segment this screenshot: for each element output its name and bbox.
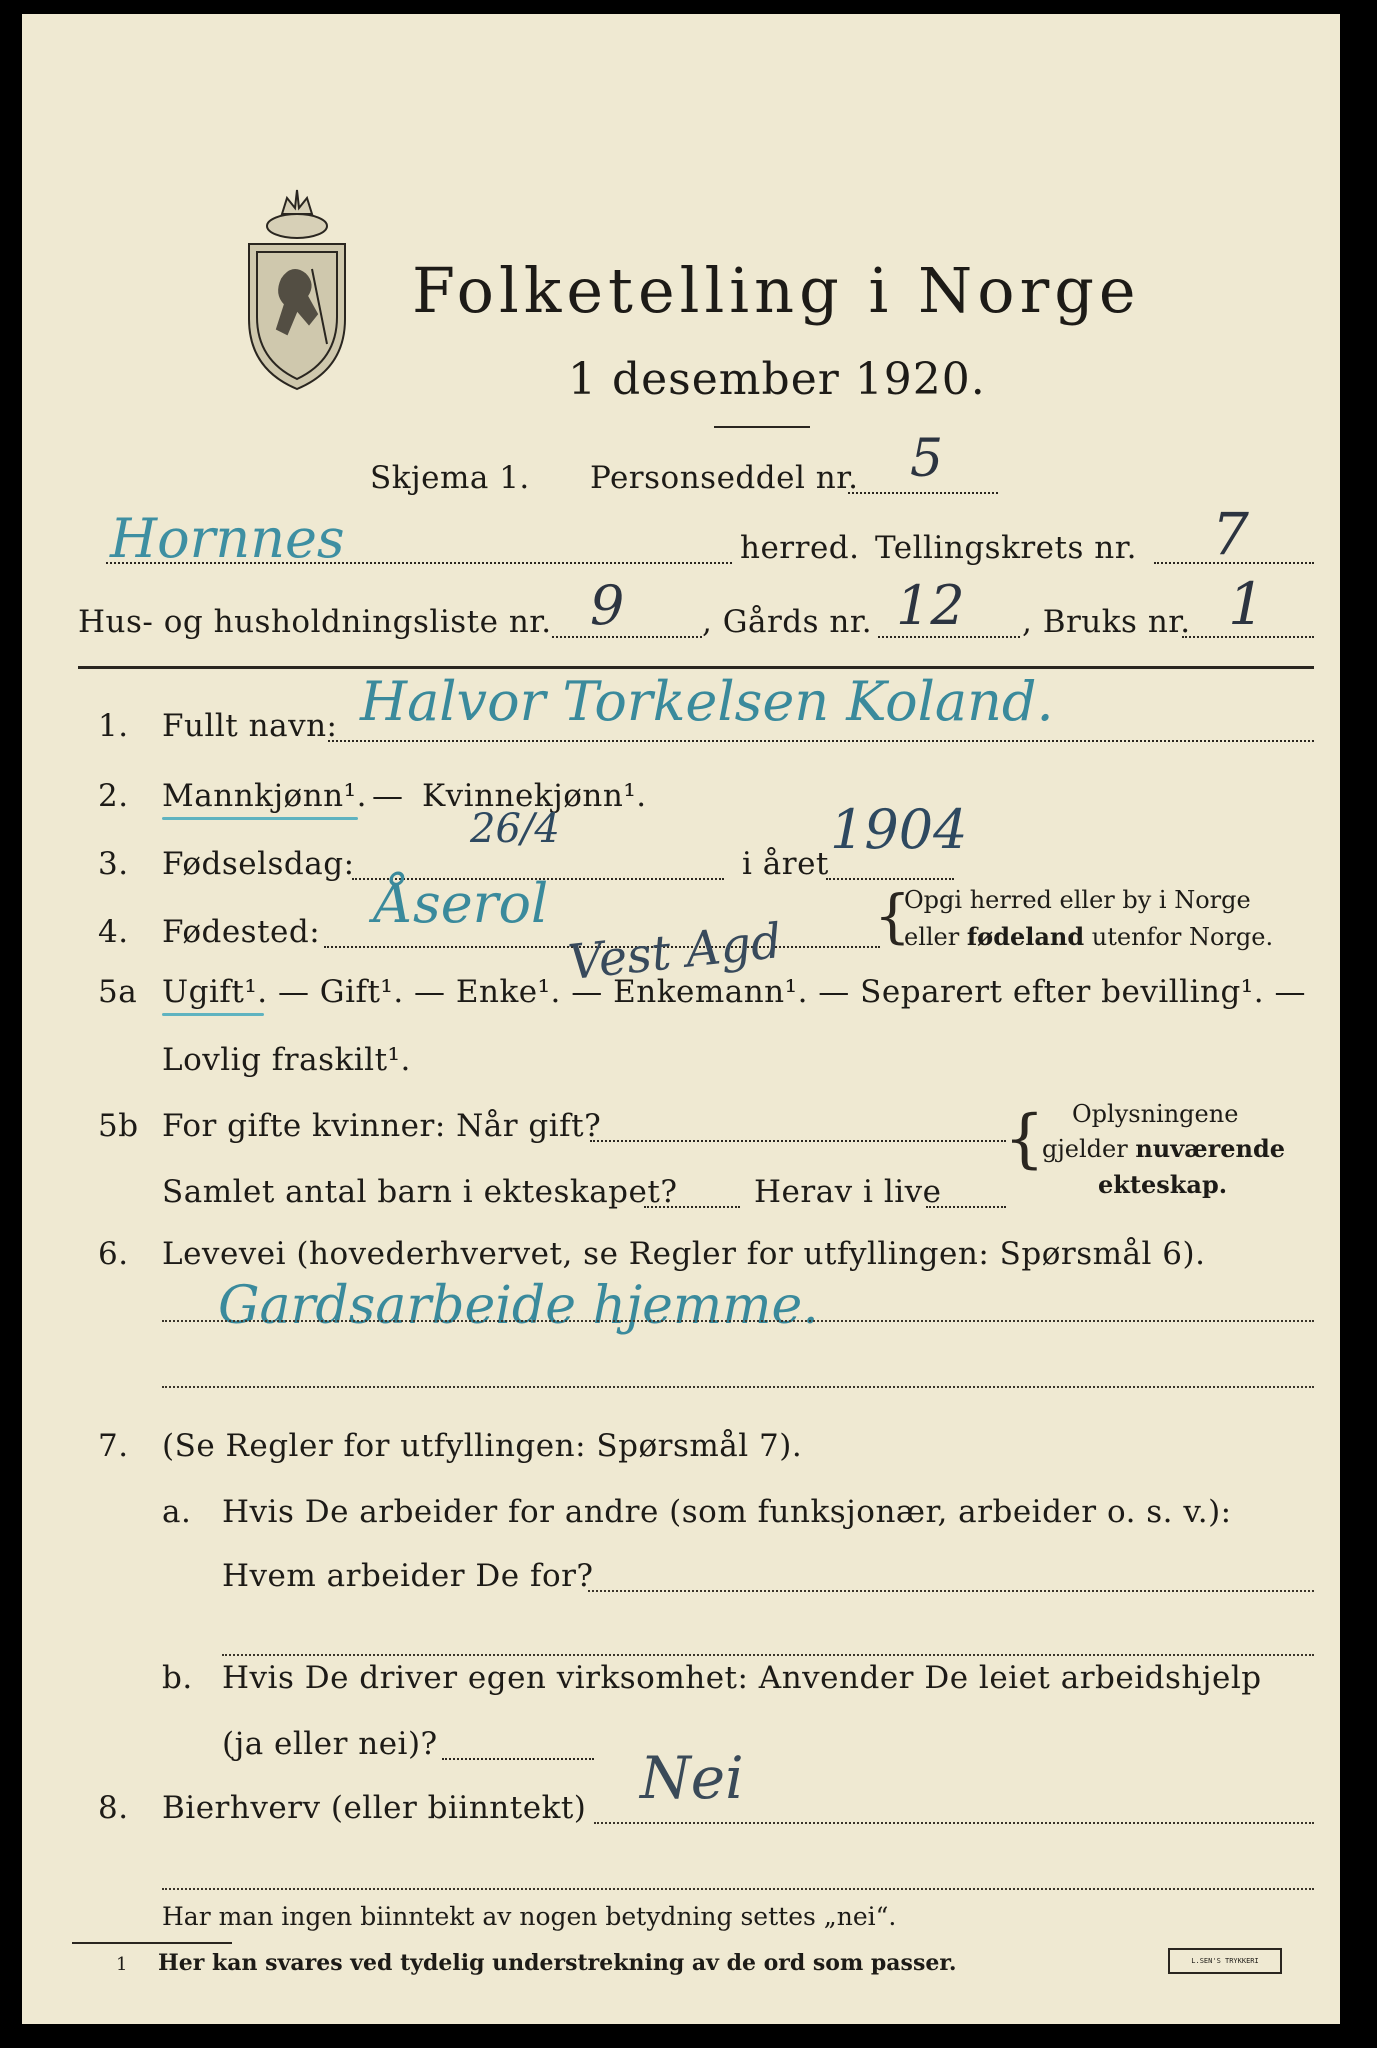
q7b-number: b. [162, 1660, 193, 1696]
footnote-mark: 1 [116, 1954, 128, 1975]
tellingskrets-label: Tellingskrets nr. [875, 530, 1137, 566]
q6-label: Levevei (hovederhvervet, se Regler for utfyllingen: Spørsmål 6). [162, 1236, 1206, 1272]
census-form-sheet [22, 14, 1340, 2024]
q3-day-value: 26/4 [470, 806, 560, 852]
q5b-note-brace: { [1004, 1102, 1045, 1176]
bruks-label: , Bruks nr. [1022, 604, 1191, 640]
q7b-line1: Hvis De driver egen virksomhet: Anvender De leiet arbeidshjelp [222, 1660, 1262, 1696]
q5a-number: 5a [98, 974, 138, 1010]
q7-label: (Se Regler for utfyllingen: Spørsmål 7). [162, 1428, 803, 1464]
q2-female-option[interactable]: Kvinnekjønn¹. [422, 778, 647, 814]
q7a-number: a. [162, 1494, 192, 1530]
printer-stamp: L.SEN'S TRYKKERI [1168, 1948, 1282, 1974]
census-date: 1 desember 1920. [568, 354, 986, 405]
q7a-line1: Hvis De arbeider for andre (som funksjonær, arbeider o. s. v.): [222, 1494, 1232, 1530]
personseddel-label: Personseddel nr. [590, 460, 859, 496]
coat-of-arms-icon [237, 184, 357, 394]
q4-label: Fødested: [162, 914, 321, 950]
q5a-options[interactable]: Ugift¹. — Gift¹. — Enke¹. — Enkemann¹. — Separert efter bevilling¹. — [162, 974, 1306, 1010]
q3-label: Fødselsdag: [162, 846, 355, 882]
q1-field [328, 740, 1314, 742]
q2-male-option[interactable]: Mannkjønn¹. [162, 778, 367, 814]
herred-field [106, 562, 732, 564]
q4-number: 4. [98, 914, 129, 950]
personseddel-value: 5 [910, 429, 944, 489]
q5b-alive-label: Herav i live [754, 1174, 942, 1210]
hus-field [552, 636, 702, 638]
footnote-text: Her kan svares ved tydelig understrekning av de ord som passer. [158, 1950, 957, 1976]
q6-number: 6. [98, 1236, 129, 1272]
q8-number: 8. [98, 1790, 129, 1826]
herred-label: herred. [740, 530, 860, 566]
personseddel-field [848, 492, 998, 494]
q7b-line2: (ja eller nei)? [222, 1726, 438, 1762]
q8-field-line1 [594, 1822, 1314, 1824]
q5b-line1-label: For gifte kvinner: Når gift? [162, 1108, 602, 1144]
q5b-children-label: Samlet antal barn i ekteskapet? [162, 1174, 678, 1210]
q8-label: Bierhverv (eller biinntekt) [162, 1790, 587, 1826]
header-divider [78, 666, 1314, 669]
q7b-field [442, 1758, 594, 1760]
footnote-divider [72, 1942, 232, 1944]
q4-extra-value: Vest Agd [565, 912, 785, 992]
q4-note-line1: Opgi herred eller by i Norge [904, 886, 1251, 914]
q2-male-underline [162, 817, 358, 820]
q5b-number: 5b [98, 1108, 139, 1144]
q1-value: Halvor Torkelsen Koland. [360, 670, 1054, 733]
q2-number: 2. [98, 778, 129, 814]
q7a-line2: Hvem arbeider De for? [222, 1558, 594, 1594]
q7a-field-line2 [222, 1654, 1314, 1656]
q6-field-line1 [162, 1320, 1314, 1322]
form-title: Folketelling i Norge [412, 254, 1141, 327]
q5b-when-field [590, 1140, 1006, 1142]
q6-field-line2 [162, 1386, 1314, 1388]
gards-label: , Gårds nr. [702, 604, 873, 640]
q5b-note-line3: ekteskap. [1098, 1170, 1228, 1199]
q3-number: 3. [98, 846, 129, 882]
q5b-alive-field [926, 1206, 1006, 1208]
gards-value: 12 [896, 574, 965, 637]
q6-value: Gardsarbeide hjemme. [218, 1276, 819, 1336]
q7a-field-line1 [588, 1590, 1314, 1592]
q5b-children-field [644, 1206, 740, 1208]
q5a-ugift-underline [162, 1013, 264, 1016]
q1-number: 1. [98, 708, 129, 744]
bruks-value: 1 [1228, 570, 1265, 638]
tellingskrets-value: 7 [1212, 500, 1249, 568]
q7-number: 7. [98, 1428, 129, 1464]
hus-label: Hus- og husholdningsliste nr. [78, 604, 552, 640]
q5b-note-line1: Oplysningene [1072, 1100, 1239, 1128]
q4-value: Åserol [374, 872, 549, 935]
q5a-options-line2[interactable]: Lovlig fraskilt¹. [162, 1042, 411, 1078]
q2-dash: — [372, 778, 404, 814]
q1-label: Fullt navn: [162, 708, 338, 744]
q4-note-brace: { [874, 882, 911, 950]
q8-value: Nei [640, 1744, 744, 1812]
q3-year-field [826, 878, 954, 880]
title-divider [714, 426, 810, 428]
q8-field-line2 [162, 1888, 1314, 1890]
q3-year-value: 1904 [830, 798, 968, 861]
nei-note: Har man ingen biinntekt av nogen betydning settes „nei“. [162, 1902, 897, 1931]
herred-value: Hornnes [110, 507, 345, 570]
hus-value: 9 [590, 574, 625, 637]
schema-label: Skjema 1. [370, 460, 530, 496]
q4-note-line2: eller fødeland utenfor Norge. [904, 922, 1274, 951]
q5b-note-line2: gjelder nuværende [1042, 1134, 1286, 1163]
q3-year-label: i året [742, 846, 829, 882]
